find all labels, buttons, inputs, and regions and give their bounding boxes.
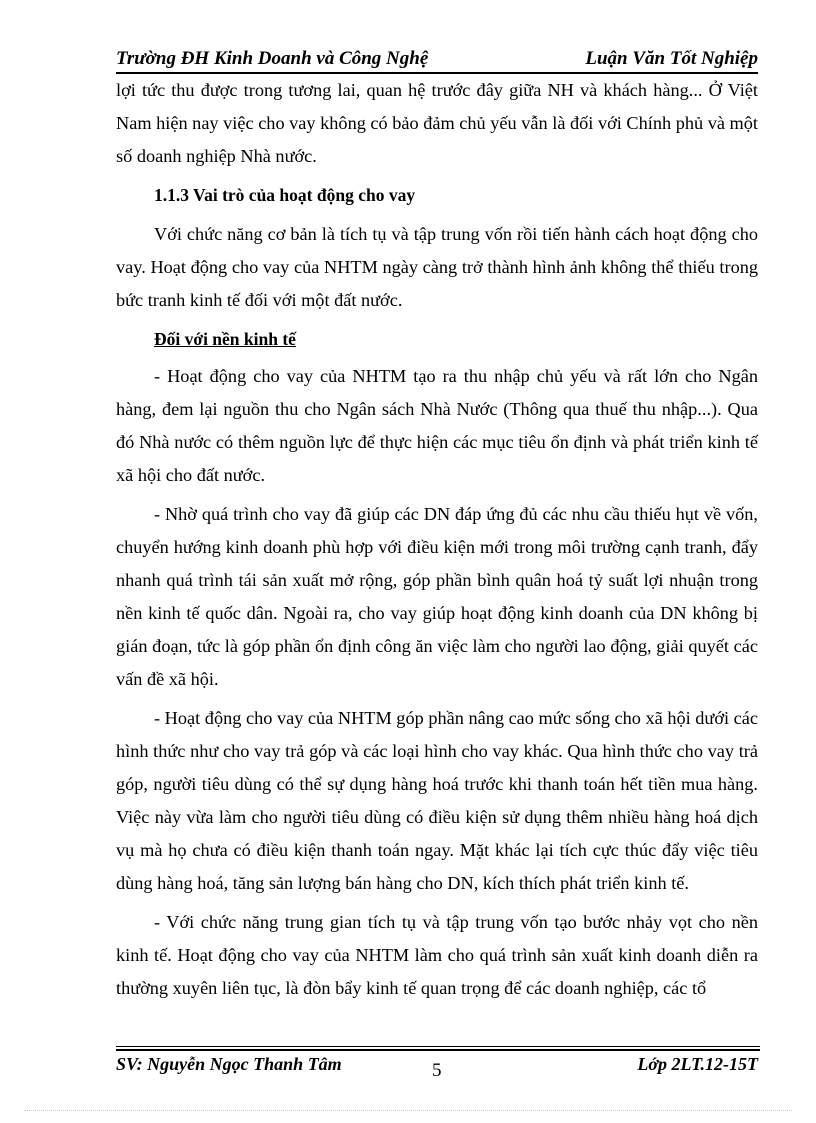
page-content bbox=[116, 74, 758, 1005]
footer-student-name: SV: Nguyễn Ngọc Thanh Tâm bbox=[116, 1054, 342, 1074]
paragraph-continuation: lợi tức thu được trong tương lai, quan hệ trước đây giữa NH và khách hàng... Ở Việt Nam hiện nay việc cho vay không có bảo đảm chủ yếu vẫn là đối với Chính phủ và một số doanh nghiệp Nhà nước. bbox=[116, 80, 758, 166]
subheading: Đối với nền kinh tế bbox=[154, 329, 296, 349]
header-school-name: Trường ĐH Kinh Doanh và Công Nghệ bbox=[116, 48, 429, 69]
paragraph-intro: Với chức năng cơ bản là tích tụ và tập trung vốn rồi tiến hành cách hoạt động cho vay. Hoạt động cho vay của NHTM ngày càng trở thành hình ảnh không thể thiếu trong bức tranh kinh tế đối với một đất nước. bbox=[116, 224, 758, 310]
header-document-type: Luận Văn Tốt Nghiệp bbox=[585, 48, 758, 69]
paragraph-intermediary: - Với chức năng trung gian tích tụ và tập trung vốn tạo bước nhảy vọt cho nền kinh tế. Hoạt động cho vay của NHTM làm cho quá trình sản xuất kinh doanh diễn ra thường xuyên liên tục, là đòn bẩy kinh tế quan trọng để các doanh nghiệp, các tổ bbox=[116, 912, 758, 998]
page-header bbox=[116, 48, 758, 72]
section-heading: 1.1.3 Vai trò của hoạt động cho vay bbox=[154, 185, 416, 205]
paragraph-revenue: - Hoạt động cho vay của NHTM tạo ra thu nhập chủ yếu và rất lớn cho Ngân hàng, đem lại nguồn thu cho Ngân sách Nhà Nước (Thông qua thuế thu nhập...). Qua đó Nhà nước có thêm nguồn lực để thực hiện các mục tiêu ổn định và phát triển kinh tế xã hội cho đất nước. bbox=[116, 366, 758, 485]
paragraph-living-standard: - Hoạt động cho vay của NHTM góp phần nâng cao mức sống cho xã hội dưới các hình thức như cho vay trả góp và các loại hình cho vay khác. Qua hình thức cho vay trả góp, người tiêu dùng có thể sự dụng hàng hoá trước khi thanh toán hết tiền mua hàng. Việc này vừa làm cho người tiêu dùng có điều kiện sử dụng thêm nhiều hàng hoá dịch vụ mà họ chưa có điều kiện thanh toán ngay. Mặt khác lại tích cực thúc đẩy việc tiêu dùng hàng hoá, tăng sản lượng bán hàng cho DN, kích thích phát triển kinh tế. bbox=[116, 708, 758, 893]
footer-class-code: Lớp 2LT.12-15T bbox=[637, 1054, 758, 1074]
paragraph-capital: - Nhờ quá trình cho vay đã giúp các DN đáp ứng đủ các nhu cầu thiếu hụt về vốn, chuyển hướng kinh doanh phù hợp với điều kiện mới trong môi trường cạnh tranh, đẩy nhanh quá trình tái sản xuất mở rộng, góp phần bình quân hoá tỷ suất lợi nhuận trong nền kinh tế quốc dân. Ngoài ra, cho vay giúp hoạt động kinh doanh của DN không bị gián đoạn, tức là góp phần ổn định công ăn việc làm cho người lao động, giải quyết các vấn đề xã hội. bbox=[116, 504, 758, 689]
page-number: 5 bbox=[432, 1060, 442, 1081]
footer-rule-thick bbox=[116, 1049, 760, 1051]
page-bottom-divider bbox=[24, 1110, 792, 1111]
page-footer bbox=[116, 1054, 758, 1081]
footer-rule-thin bbox=[116, 1046, 760, 1047]
